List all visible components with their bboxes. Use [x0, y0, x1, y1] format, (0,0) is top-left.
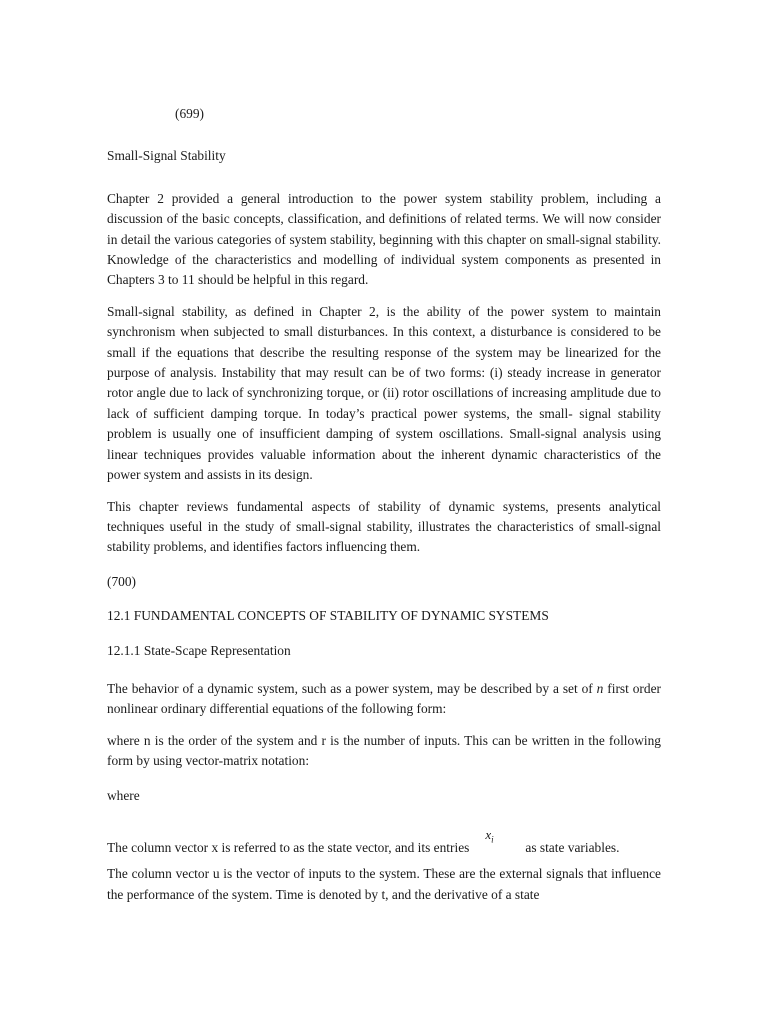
intro-paragraph-1: Chapter 2 provided a general introduction to the power system stability problem, including a discussion of the basic concepts, classification, and definitions of related terms. We will now consider in detail the various categories of system stability, beginning with this chapter on small-signal stability. Knowledge of the characteristics and modelling of individual system components as presented in Chapters 3 to 11 should be helpful in this regard.: [107, 190, 661, 288]
behavior-text-after: first order nonlinear ordinary differential equations of the following form:: [107, 680, 661, 717]
page-marker-700: (700): [107, 573, 137, 589]
behavior-text-before: The behavior of a dynamic system, such as a power system, may be described by a set of: [107, 680, 593, 696]
chapter-heading: Small-Signal Stability: [107, 148, 226, 164]
intro-paragraph-3: This chapter reviews fundamental aspects of stability of dynamic systems, presents analytical techniques useful in the study of small-signal stability, illustrates the characteristics of small-signal stability problems, and identifies factors influencing them.: [107, 498, 661, 555]
section-title: 12.1 FUNDAMENTAL CONCEPTS OF STABILITY OF DYNAMIC SYSTEMS: [107, 608, 549, 624]
inputs-paragraph: The column vector u is the vector of inputs to the system. These are the external signals that influence the performance of the system. Time is denoted by t, and the derivative of a state: [107, 866, 661, 902]
state-vector-text-before: The column vector x is referred to as the state vector, and its entries: [107, 839, 470, 855]
document-body: [107, 104, 661, 916]
behavior-paragraph: [107, 679, 661, 720]
where-label: where: [107, 787, 140, 803]
state-vector-text-after: as state variables.: [525, 839, 620, 855]
state-variable-symbol: $x_i$: [485, 826, 494, 845]
order-paragraph: where n is the order of the system and r is the number of inputs. This can be written in the following form by using vector-matrix notation:: [107, 732, 661, 769]
intro-paragraph-2: Small-signal stability, as defined in Chapter 2, is the ability of the power system to maintain synchronism when subjected to small disturbances. In this context, a disturbance is considered to be small if the equations that describe the resulting response of the system may be linearized for the purpose of analysis. Instability that may result can be of two forms: (i) steady increase in generator rotor angle due to lack of synchronizing torque, or (ii) rotor oscillations of increasing amplitude due to lack of sufficient damping torque. In today’s practical power systems, the small- signal stability problem is usually one of insufficient damping of system oscillations. Small-signal analysis using linear techniques provides valuable information about the inherent dynamic characteristics of the power system and assists in its design.: [107, 303, 661, 483]
behavior-variable-n: n: [596, 680, 604, 696]
state-vector-line: [107, 826, 661, 858]
subsection-title: 12.1.1 State-Scape Representation: [107, 642, 291, 658]
page-marker-699: (699): [175, 106, 205, 121]
